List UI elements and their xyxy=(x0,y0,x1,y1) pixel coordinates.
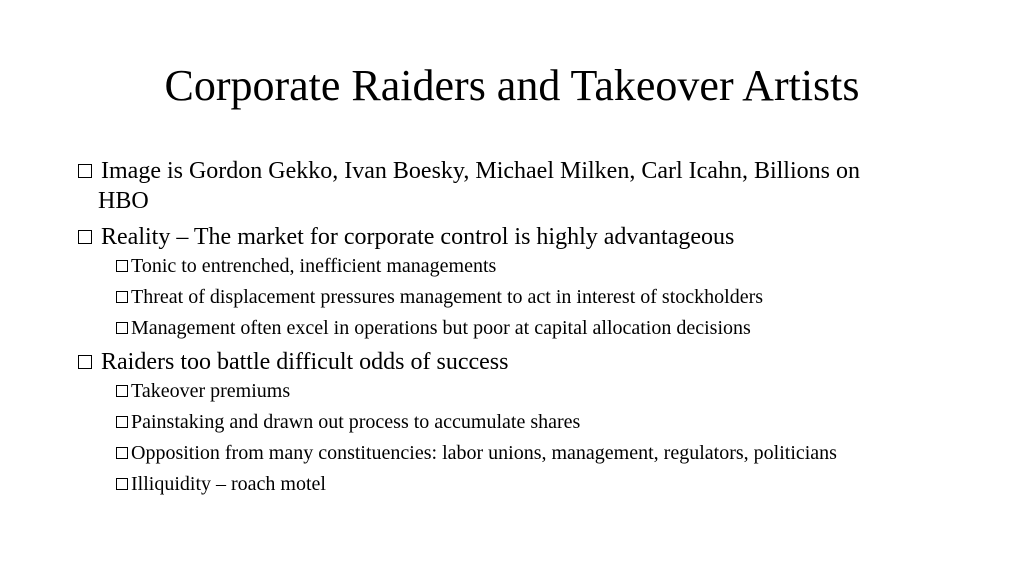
sub-bullet-item xyxy=(116,441,908,465)
sub-bullet-item xyxy=(116,254,908,278)
sub-bullet-item xyxy=(116,316,908,340)
sub-bullet-text: Painstaking and drawn out process to accumulate shares xyxy=(131,411,581,433)
bullet-item xyxy=(78,347,908,496)
checkbox-bullet-icon xyxy=(116,416,128,428)
bullet-item xyxy=(78,222,908,340)
sub-bullet-text: Threat of displacement pressures management to act in interest of stockholders xyxy=(131,286,764,308)
checkbox-bullet-icon xyxy=(116,260,128,272)
sub-bullet-item xyxy=(116,379,908,403)
checkbox-bullet-icon xyxy=(116,322,128,334)
sub-bullet-item xyxy=(116,472,908,496)
checkbox-bullet-icon xyxy=(116,478,128,490)
checkbox-bullet-icon xyxy=(116,291,128,303)
bullet-item xyxy=(78,156,908,216)
bullet-text: Reality – The market for corporate control is highly advantageous xyxy=(101,224,735,250)
slide-title: Corporate Raiders and Takeover Artists xyxy=(164,61,860,110)
sub-bullet-text: Takeover premiums xyxy=(131,380,291,402)
checkbox-bullet-icon xyxy=(78,164,92,178)
sub-bullet-text: Illiquidity – roach motel xyxy=(131,473,326,495)
checkbox-bullet-icon xyxy=(116,447,128,459)
checkbox-bullet-icon xyxy=(78,230,92,244)
bullet-text: Raiders too battle difficult odds of success xyxy=(101,349,509,375)
bullet-list xyxy=(78,156,908,503)
checkbox-bullet-icon xyxy=(116,385,128,397)
sub-bullet-text: Tonic to entrenched, inefficient managements xyxy=(131,255,497,277)
sub-bullet-item xyxy=(116,285,908,309)
sub-bullet-list xyxy=(98,379,908,496)
bullet-text: Image is Gordon Gekko, Ivan Boesky, Michael Milken, Carl Icahn, Billions on HBO xyxy=(98,158,860,214)
sub-bullet-text: Management often excel in operations but poor at capital allocation decisions xyxy=(131,317,751,339)
checkbox-bullet-icon xyxy=(78,355,92,369)
sub-bullet-item xyxy=(116,410,908,434)
sub-bullet-text: Opposition from many constituencies: labor unions, management, regulators, politicians xyxy=(131,442,837,464)
sub-bullet-list xyxy=(98,254,908,340)
